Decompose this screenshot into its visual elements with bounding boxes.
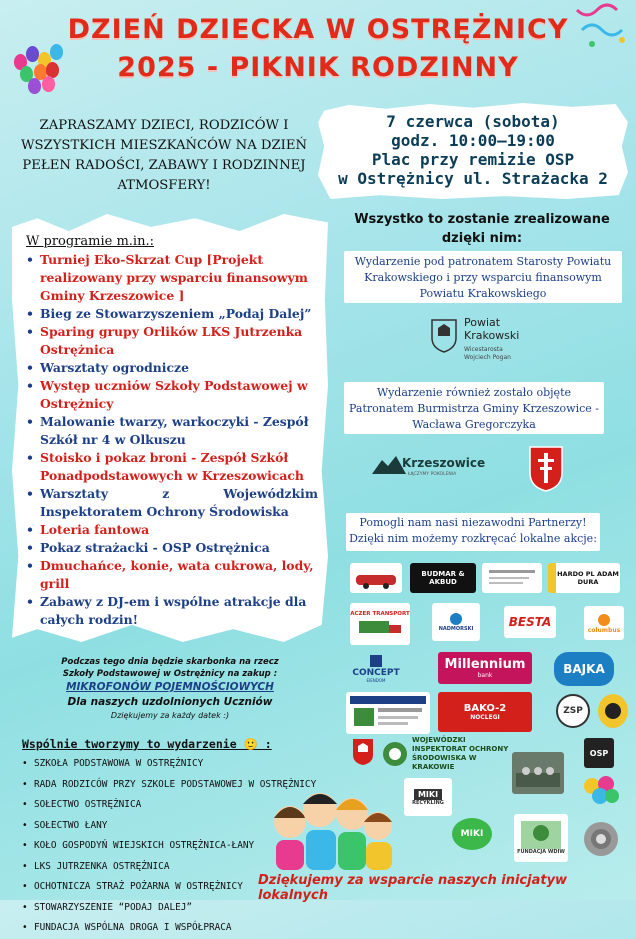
partner-logo-round (584, 822, 618, 856)
event-place: Plac przy remizie OSP (371, 150, 575, 169)
osp-label: OSP (589, 748, 609, 758)
program-item: • Warsztaty z Wojewódzkim Inspektoratem Ochrony Środowiska (26, 485, 318, 521)
program-item: • Warsztaty ogrodnicze (26, 359, 318, 377)
cocreator-item: • SZKOŁA PODSTAWOWA W OSTRĘŻNICY (22, 754, 316, 775)
partner-logo-bako (438, 692, 532, 732)
partner-logo-millennium (438, 652, 532, 684)
program-item: • Pokaz strażacki - OSP Ostrężnica (26, 539, 318, 557)
page-subtitle: 2025 - PIKNIK RODZINNY (117, 52, 519, 83)
program-item: • Występ uczniów Szkoły Podstawowej w Ostrężnicy (26, 377, 318, 413)
krzeszowice-logo (372, 452, 488, 484)
aczer-label: ACZER TRANSPORT (350, 611, 410, 617)
landscape-icon (521, 821, 561, 849)
piggy-line1: Podczas tego dnia będzie skarbonka na rzecz (61, 657, 279, 667)
poland-eagle-icon (352, 738, 374, 770)
bajka-label: BAJKA (563, 662, 605, 676)
partner-logo-generic (482, 563, 542, 593)
truck-icon (355, 617, 405, 637)
partner-logo-fundacja (514, 814, 568, 862)
program-item: • Turniej Eko-Skrzat Cup [Projekt realizowany przy wsparciu finansowym Gminy Krzeszowice ] (26, 251, 318, 305)
millennium-sub: bank (477, 672, 493, 679)
concept-sub: EIENDOM (366, 677, 386, 683)
program-list (26, 251, 318, 629)
piggy-highlight: MIKROFONÓW POJEMNOŚCIOWYCH (66, 681, 274, 693)
fundacja-label: FUNDACJA WDIW (517, 849, 565, 855)
flyer-icon (350, 696, 426, 730)
event-time: godz. 10:00–19:00 (391, 131, 555, 150)
intro-text: ZAPRASZAMY DZIECI, RODZICÓW I WSZYSTKICH MIESZKAŃCÓW NA DZIEŃ PEŁEN RADOŚCI, ZABAWY I RODZINNEJ ATMOSFERY! (20, 118, 308, 193)
partner-logo-wios (382, 736, 512, 772)
partner-logo-osp (584, 738, 614, 768)
program-heading: W programie m.in.: (26, 234, 154, 249)
powiat-logo (430, 316, 540, 366)
millennium-label: Millennium (444, 657, 526, 672)
cocreator-item: • RADA RODZICÓW PRZY SZKOLE PODSTAWOWEJ W OSTRĘŻNICY (22, 775, 316, 796)
powiat-name: Powiat Krakowski (464, 316, 520, 342)
partner-logo-budmar (410, 563, 476, 593)
cocreator-item: • SOŁECTWO OSTRĘŻNICA (22, 795, 316, 816)
partner-logo-columbus (584, 606, 624, 640)
children-illustration-icon (268, 782, 396, 876)
powiat-sub: Wicestarosta Wojciech Pogan (464, 346, 511, 361)
partner-logo-hardo (548, 563, 620, 593)
thanks-text: Dziękujemy za wsparcie naszych inicjatyw lokalnych (258, 873, 568, 903)
partner-logo-team (512, 752, 564, 794)
partner-logo-car (350, 563, 402, 593)
concept-label: CONCEPT (352, 667, 400, 678)
event-address: w Ostrężnicy ul. Strażacka 2 (338, 169, 608, 188)
cocreator-item: • OCHOTNICZA STRAŻ POŻARNA W OSTRĘŻNICY (22, 877, 316, 898)
support-title: Wszystko to zostanie zrealizowane dzięki nim: (354, 212, 610, 246)
wave-icon (446, 612, 466, 626)
cocreator-item: • STOWARZYSZENIE “PODAJ DALEJ” (22, 898, 316, 919)
wios-label: WOJEWÓDZKI INSPEKTORAT OCHRONY ŚRODOWISKA W KRAKOWIE (412, 736, 509, 771)
bako-label: BAKO-2 (463, 703, 507, 714)
patronage2-text: Wydarzenie również zostało objęte Patronatem Burmistrza Gminy Krzeszowice - Wacława Gregorczyka (348, 386, 599, 431)
page-title: DZIEŃ DZIECKA W OSTRĘŻNICY (67, 14, 569, 45)
budmar-label: BUDMAR & AKBUD (421, 570, 465, 586)
program-item: • Sparing grupy Orlików LKS Jutrzenka Ostrężnica (26, 323, 318, 359)
patronage-box (344, 251, 622, 303)
piggy-line4: Dziękujemy za każdy datek :) (110, 711, 230, 720)
building-icon (369, 654, 383, 668)
cocreator-item: • LKS JUTRZENKA OSTRĘŻNICA (22, 857, 316, 878)
program-item: • Zabawy z DJ-em i wspólne atrakcje dla całych rodzin! (26, 593, 318, 629)
krzeszowice-tag: ŁĄCZYMY POKOLENIA (408, 472, 457, 477)
bako-sub: NOCLEGI (470, 714, 500, 721)
partners-intro-box (346, 513, 600, 551)
nadmorski-label: NADMORSKI (438, 626, 474, 632)
program-item: • Stoisko i pokaz broni - Zespół Szkół Ponadpodstawowych w Krzeszowicach (26, 449, 318, 485)
patronage2-box (344, 382, 604, 434)
partner-logo-concept (348, 650, 404, 686)
gmina-coat-of-arms-icon (528, 445, 564, 497)
event-date: 7 czerwca (sobota) (386, 112, 560, 131)
partner-logo-bajka (554, 652, 614, 686)
miki-sub: RECYKLING (412, 799, 444, 806)
partner-logo-zsp (556, 694, 590, 728)
besta-label: BESTA (508, 615, 552, 629)
partner-logo-besta (504, 606, 556, 638)
partner-logo-crest (598, 694, 628, 728)
miki-label: MIKI (414, 789, 442, 800)
cocreator-item: • KOŁO GOSPODYŃ WIEJSKICH OSTRĘŻNICA-ŁANY (22, 836, 316, 857)
sun-icon (597, 613, 611, 627)
car-icon (354, 567, 398, 589)
zsp-label: ZSP (563, 706, 583, 716)
mountain-icon (372, 454, 406, 476)
piggy-bank-box (50, 656, 290, 722)
program-item: • Malowanie twarzy, warkoczyki - Zespół Szkół nr 4 w Olkuszu (26, 413, 318, 449)
document-icon (487, 567, 537, 589)
piggy-line2: Szkoły Podstawowej w Ostrężnicy na zakup : (62, 669, 278, 679)
team-photo-icon (516, 759, 560, 787)
coat-of-arms-icon (430, 318, 458, 352)
partner-logo-ticket (346, 692, 430, 734)
program-item: • Dmuchańce, konie, wata cukrowa, lody, grill (26, 557, 318, 593)
seal-icon (589, 827, 613, 851)
hardo-label: HARDO PL ADAM DURA (557, 570, 619, 586)
partner-logo-aczer (350, 603, 410, 645)
cocreator-item: • SOŁECTWO ŁANY (22, 816, 316, 837)
partners-intro-text: Pomogli nam nasi niezawodni Partnerzy! Dzięki nim możemy rozkręcać lokalne akcje: (349, 516, 597, 545)
leaf-icon (382, 741, 408, 767)
piggy-line3: Dla naszych uzdolnionych Uczniów (67, 696, 273, 708)
hands-icon (582, 774, 622, 812)
program-item: • Loteria fantowa (26, 521, 318, 539)
miki-green-label: MIKI (460, 829, 484, 839)
program-item: • Bieg ze Stowarzyszeniem „Podaj Dalej” (26, 305, 318, 323)
cocreators-heading: Wspólnie tworzymy to wydarzenie 🙂 : (22, 737, 272, 751)
columbus-label: columbus (587, 626, 621, 634)
krzeszowice-name: Krzeszowice (402, 456, 486, 470)
cocreator-item: • FUNDACJA WSPÓLNA DROGA I WSPÓŁPRACA (22, 918, 316, 939)
partner-logo-miki-green (452, 818, 492, 850)
partner-logo-miki-recycling (404, 778, 452, 816)
partner-logo-nadmorski (432, 603, 480, 641)
crest-icon (603, 701, 623, 721)
patronage-text: Wydarzenie pod patronatem Starosty Powiatu Krakowskiego i przy wsparciu finansowym Powiatu Krakowskiego (354, 255, 612, 300)
